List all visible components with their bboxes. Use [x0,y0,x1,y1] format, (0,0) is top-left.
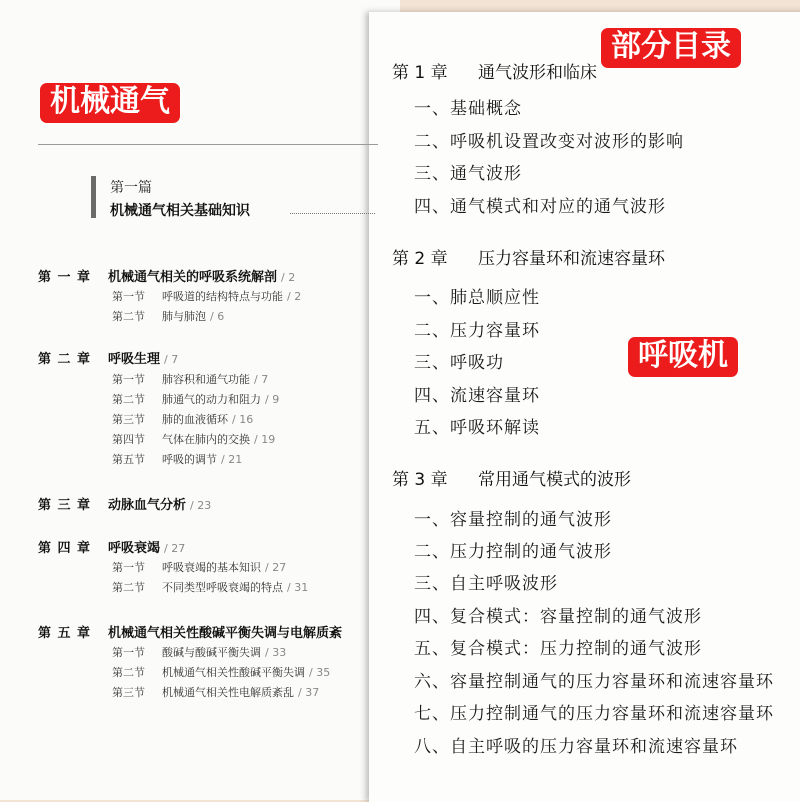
left-section: 第三节 肺的血液循环 / 16 [112,413,254,426]
part-marker-bar [91,176,96,218]
chapter-title: 呼吸生理 [108,352,161,367]
right-chapter-2 [392,244,665,269]
right-item: 五、复合模式：压力控制的通气波形 [414,639,702,659]
right-item: 五、呼吸环解读 [414,418,540,438]
page-ref: / 7 [164,353,179,366]
chapter-number: 第 二 章 [38,352,92,367]
left-section: 第二节 肺通气的动力和阻力 / 9 [112,393,280,406]
chapter-title: 机械通气相关的呼吸系统解剖 [108,270,278,285]
chapter-title: 呼吸衰竭 [108,541,161,556]
left-section: 第一节 酸碱与酸碱平衡失调 / 33 [112,646,287,659]
right-item: 二、压力控制的通气波形 [414,542,612,562]
right-item: 三、自主呼吸波形 [414,574,558,594]
chapter-number: 第 四 章 [38,541,92,556]
chapter-number: 第 一 章 [38,270,92,285]
right-item: 七、压力控制通气的压力容量环和流速容量环 [414,704,774,724]
left-section: 第二节 不同类型呼吸衰竭的特点 / 31 [112,581,309,594]
left-chapter-5 [38,622,342,641]
left-section: 第三节 机械通气相关性电解质紊乱 / 37 [112,686,320,699]
right-item: 四、复合模式：容量控制的通气波形 [414,607,702,627]
chapter-title: 压力容量环和流速容量环 [478,249,665,269]
part-number: 第一篇 [110,180,152,196]
chapter-number: 第 三 章 [38,498,92,513]
chapter-number: 第 3 章 [392,470,448,490]
part-title: 机械通气相关基础知识 [110,203,250,219]
partial-contents-banner: 部分目录 [601,28,741,68]
chapter-title: 动脉血气分析 [108,498,187,513]
left-section: 第二节 机械通气相关性酸碱平衡失调 / 35 [112,666,331,679]
right-chapter-1 [392,58,597,83]
right-item: 二、呼吸机设置改变对波形的影响 [414,132,684,152]
page-ref: / 27 [164,542,186,555]
left-chapter-3 [38,494,211,513]
left-chapter-4 [38,537,185,556]
right-item: 四、流速容量环 [414,386,540,406]
left-section: 第一节 肺容积和通气功能 / 7 [112,373,269,386]
left-chapter-1 [38,266,295,285]
ventilator-banner: 呼吸机 [628,337,738,377]
right-item: 八、自主呼吸的压力容量环和流速容量环 [414,737,738,757]
right-chapter-3 [392,465,631,490]
right-item: 一、容量控制的通气波形 [414,510,612,530]
right-item: 一、基础概念 [414,99,522,119]
right-item: 三、呼吸功 [414,353,504,373]
right-item: 四、通气模式和对应的通气波形 [414,197,666,217]
right-item: 二、压力容量环 [414,321,540,341]
right-item: 六、容量控制通气的压力容量环和流速容量环 [414,672,774,692]
left-section: 第四节 气体在肺内的交换 / 19 [112,433,276,446]
chapter-number: 第 五 章 [38,626,92,641]
title-banner-mechanical-ventilation: 机械通气 [40,83,180,123]
chapter-number: 第 2 章 [392,249,448,269]
left-section: 第二节 肺与肺泡 / 6 [112,310,225,323]
header-divider [38,144,378,145]
left-chapter-2 [38,348,178,367]
part-leader-dots [290,213,375,214]
right-item: 三、通气波形 [414,164,522,184]
chapter-title: 通气波形和临床 [478,63,597,83]
chapter-number: 第 1 章 [392,63,448,83]
right-item: 一、肺总顺应性 [414,288,540,308]
chapter-title: 常用通气模式的波形 [478,470,631,490]
chapter-title: 机械通气相关性酸碱平衡失调与电解质紊 [108,626,343,641]
left-section: 第五节 呼吸的调节 / 21 [112,453,243,466]
page-ref: / 23 [190,499,212,512]
left-section: 第一节 呼吸道的结构特点与功能 / 2 [112,290,302,303]
left-section: 第一节 呼吸衰竭的基本知识 / 27 [112,561,287,574]
page-ref: / 2 [281,271,296,284]
